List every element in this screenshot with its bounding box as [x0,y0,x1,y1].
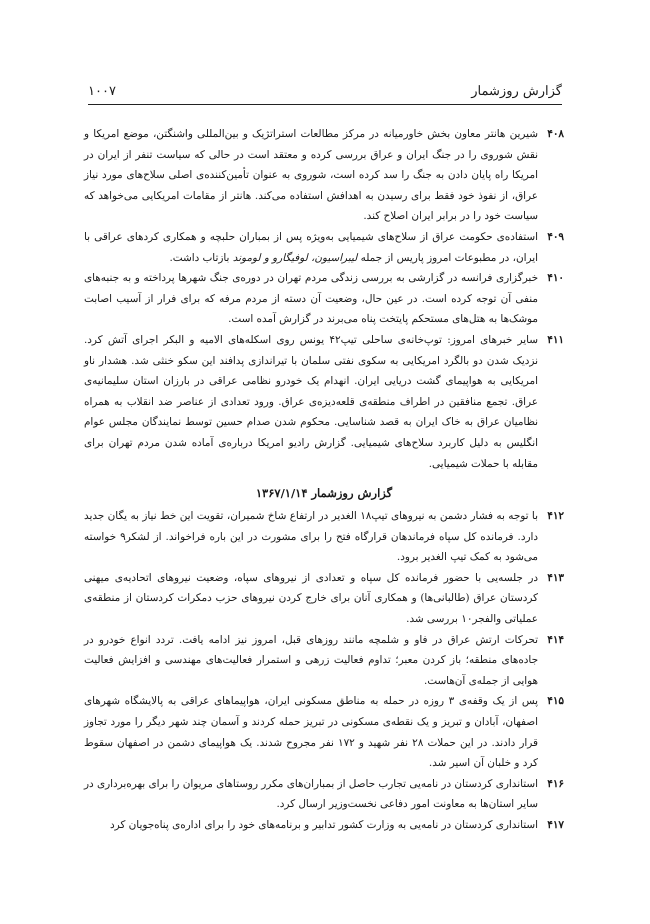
entry-415 [84,691,564,773]
entry-number: ۴۱۴ [547,633,564,646]
entry-text: شیرین هانتر معاون بخش خاورمیانه در مرکز مطالعات استراتژیک و بین‌المللی واشنگتن، موضع امریکا و نقش شوروی را در جنگ ایران و عراق بررسی کرده و معتقد است در حالی که سیاست تنفر از ایران در امریکا راه پایان دادن به جنگ را سد کرده است، شوروی به عنوان تأمین‌کننده‌ی اصلی سلاح‌های مورد نیاز عراق، از نفوذ خود فقط برای رسیدن به اهدافش استفاده می‌کند. هانتر از مقامات امریکایی می‌خواهد که سیاست خود را در برابر ایران اصلاح کند. [84,128,538,223]
entry-text: خبرگزاری فرانسه در گزارشی به بررسی زندگی مردم تهران در دوره‌ی جنگ شهرها پرداخته و به جنبه‌های منفی آن توجه کرده است. در عین حال، وضعیت آن دسته از مردم مرفه که برای فرار از آسیب اصابت موشک‌ها به هتل‌های مستحکم پایتخت پناه می‌برند در گزارش آمده است. [84,272,538,326]
newspaper-names: لیبراسیون، لوفیگارو و لوموند [232,251,358,264]
entry-416 [84,774,564,815]
entry-number: ۴۱۷ [547,819,564,831]
entry-411 [84,330,564,474]
entry-413 [84,568,564,630]
entry-text: پس از یک وقفه‌ی ۳ روزه در حمله به مناطق مسکونی ایران، هواپیماهای عراقی به پالایشگاه شهرهای اصفهان، آبادان و تبریز و یک نقطه‌ی مسکونی در تبریز حمله کردند و آسمان چند شهر دیگر را مورد تجاوز قرار دادند. در این حملات ۲۸ نفر شهید و ۱۷۲ نفر مجروح شدند. یک هواپیمای دشمن در اصفهان سقوط کرد و خلبان آن اسیر شد. [84,695,539,770]
entry-410 [84,268,564,330]
entry-text: تحرکات ارتش عراق در فاو و شلمچه مانند روزهای قبل، امروز نیز ادامه یافت. تردد انواع خودرو در جاده‌های منطقه؛ باز کردن معبر؛ تداوم فعالیت زرهی و استمرار فعالیت‌های مهندسی و افزایش فعالیت هوایی از جمله‌ی آن‌هاست. [84,633,538,687]
entry-text [84,231,538,264]
running-header [88,84,562,102]
date-heading: گزارش روزشمار ۱۳۶۷/۱/۱۴ [255,486,393,501]
entry-text: سایر خبرهای امروز: توپ‌خانه‌ی ساحلی تیپ۴۲ یونس روی اسکله‌های الامیه و البکر اجرای آتش کرد. نزدیک شدن دو بالگرد امریکایی به سکوی نفتی سلمان با تیراندازی پدافند این سکو خنثی شد. هشدار ناو امریکایی به هواپیمای گشت دریایی ایران. انهدام یک خودرو نظامی عراقی در بارزان استان سلیمانیه‌ی عراق. تجمع منافقین در اطراف منطقه‌ی قلعه‌دیزه‌ی عراق. ورود تعدادی از عناصر ضد انقلاب به همراه نظامیان عراق به خاک ایران به قصد شناسایی. محکوم شدن صدام حسین توسط نمایندگان مجلس عوام انگلیس به دلیل کاربرد سلاح‌های شیمیایی. گزارش رادیو امریکا درباره‌ی آماده شدن مردم تهران برای مقابله با حملات شیمیایی. [84,333,538,470]
entry-417 [84,815,564,836]
entry-text: استانداری کردستان در نامه‌یی به وزارت کشور تدابیر و برنامه‌های خود را برای اداره‌ی پناه‌جویان کرد [110,819,538,831]
entry-text: استانداری کردستان در نامه‌یی تجارب حاصل از بمباران‌های مکرر روستاهای مریوان را برای بهره‌برداری در سایر استان‌ها به معاونت امور دفاعی نخست‌وزیر ارسال کرد. [84,777,538,811]
entry-number: ۴۱۶ [547,777,564,790]
entry-409 [84,227,564,268]
entry-text-part: استفاده‌ی حکومت عراق از سلاح‌های شیمیایی به‌ویژه پس از بمباران حلبچه و همکاری کردهای عراقی با ایران، در مطبوعات امروز پاریس از جمله [84,230,538,264]
running-title: گزارش روزشمار [471,84,562,99]
entry-number: ۴۰۹ [547,230,564,243]
entry-number: ۴۰۸ [547,128,564,140]
entry-text: در جلسه‌یی با حضور فرمانده کل سپاه و تعدادی از نیروهای سپاه، وضعیت نیروهای اتحادیه‌ی میهنی کردستان عراق (طالبانی‌ها) و همکاری آنان برای خارج کردن نیروهای حزب دمکرات کردستان از منطقه‌ی عملیاتی والفجر۱۰ بررسی شد. [84,571,538,626]
entry-number: ۴۱۵ [547,695,564,708]
body-text [84,124,564,836]
entry-414 [84,630,564,692]
entry-number: ۴۱۲ [547,510,564,523]
entry-text: با توجه به فشار دشمن به نیروهای تیپ۱۸ الغدیر در ارتفاع شاخ شمیران، تقویت این خط نیاز به یگان جدید دارد. فرمانده کل سپاه فرماندهان قرارگاه فتح را برای مشورت در این باره فراخواند. از لشکر۹ خواسته می‌شود به کمک تیپ الغدیر برود. [84,510,538,564]
entry-number: ۴۱۱ [547,333,564,346]
entry-number: ۴۱۳ [547,571,564,584]
entry-408 [84,124,564,227]
entry-412 [84,506,564,568]
entry-text-part: بازتاب داشت. [169,251,233,264]
page-number: ۱۰۰۷ [88,84,116,99]
entry-number: ۴۱۰ [547,272,564,285]
header-rule [88,104,562,105]
